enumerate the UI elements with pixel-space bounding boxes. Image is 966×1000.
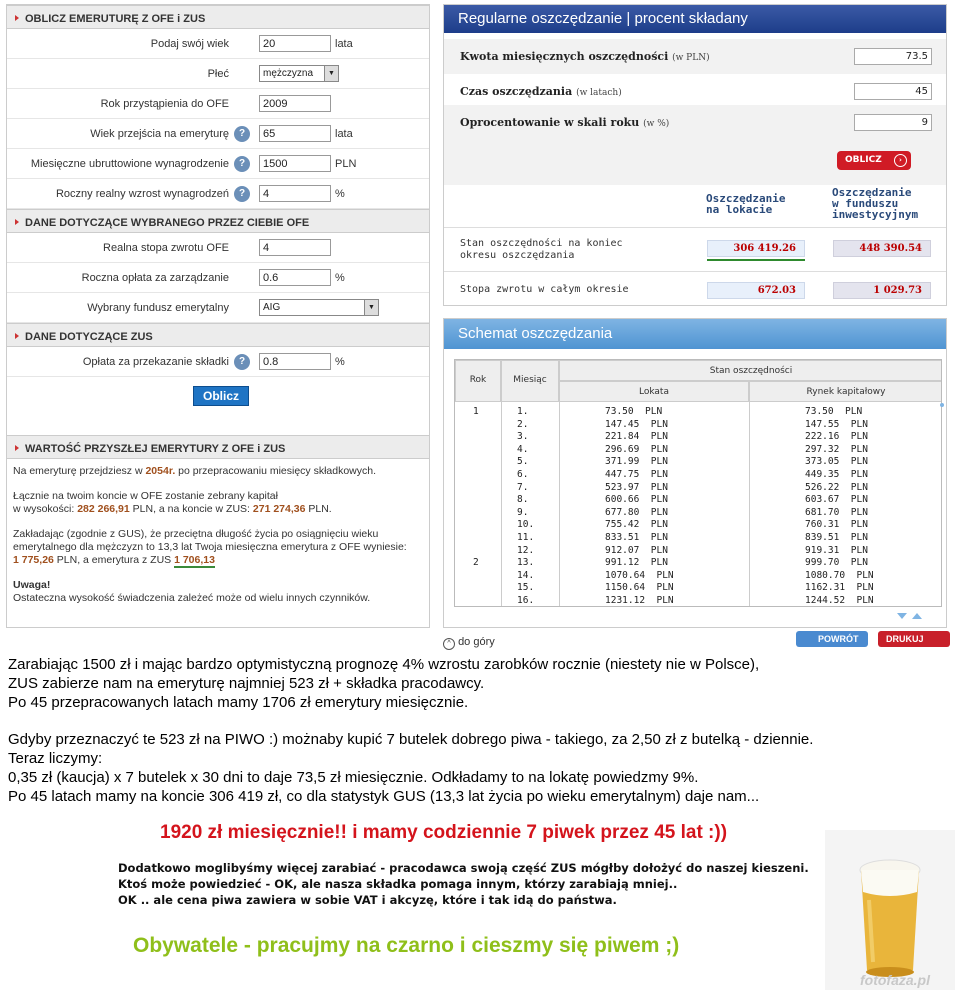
help-icon[interactable]: ? <box>234 156 250 172</box>
form-row <box>7 293 429 323</box>
cell-rynek: 1244.52 PLN <box>805 595 874 606</box>
divider <box>559 402 560 607</box>
scrollbar-thumb[interactable] <box>940 403 944 407</box>
cell-lokata: 371.99 PLN <box>605 456 668 468</box>
uwaga-label: Uwaga! <box>13 579 51 591</box>
cell-lokata: 912.07 PLN <box>605 544 668 556</box>
zus-pension: 1 706,13 <box>174 554 215 566</box>
schedule-table[interactable] <box>454 359 942 607</box>
form-row <box>7 29 429 59</box>
scroll-down-icon[interactable] <box>897 613 907 619</box>
zus-capital: 271 274,36 <box>252 503 306 515</box>
underline <box>707 259 805 261</box>
cell-month: 12. <box>517 544 535 556</box>
drukuj-button[interactable]: DRUKUJ <box>878 631 950 647</box>
paragraph-line-2: ZUS zabierze nam na emeryturę najmniej 523 zł + składka pracodawcy. <box>8 675 485 692</box>
divider <box>749 402 750 607</box>
interest-row <box>444 105 946 143</box>
cell-lokata: 755.42 PLN <box>605 519 668 531</box>
cell-month: 6. <box>517 469 529 480</box>
balance-fundusz: 448 390.54 <box>833 240 931 257</box>
help-icon[interactable]: ? <box>234 126 250 142</box>
cell-month: 4. <box>517 443 529 455</box>
form-rows-ofe <box>7 233 429 323</box>
cell-lokata: 1150.64 PLN <box>605 582 674 594</box>
retirement-year: 2054r. <box>145 465 176 477</box>
savings-calculator-panel <box>443 4 947 306</box>
cell-month: 15. <box>517 582 535 594</box>
result-row-return <box>444 271 946 305</box>
header-lokata: Lokata <box>559 381 749 402</box>
form-row <box>7 179 429 209</box>
field-label: Miesięczne ubruttowione wynagrodzenie <box>30 158 229 170</box>
field-label: Wybrany fundusz emerytalny <box>87 302 229 314</box>
balance-lokata: 306 419.26 <box>707 240 805 257</box>
help-icon[interactable]: ? <box>234 354 250 370</box>
arrow-right-icon: › <box>894 154 907 167</box>
cell-rynek: 603.67 PLN <box>805 494 868 506</box>
cell-rynek: 681.70 PLN <box>805 506 868 518</box>
duration-input[interactable]: 45 <box>854 83 932 100</box>
section-header-ofe: DANE DOTYCZĄCE WYBRANEGO PRZEZ CIEBIE OFE <box>7 209 429 233</box>
schedule-title: Schemat oszczędzania <box>444 319 946 349</box>
powrot-button[interactable]: POWRÓT <box>796 631 868 647</box>
form-row <box>7 233 429 263</box>
text-part: emerytalnego dla mężczyzn to 13,3 lat Twoja miesięczna emerytura z OFE wyniesie: <box>13 541 407 553</box>
text-part: Zakładając (zgodnie z GUS), że przeciętna długość życia po osiągnięciu wieku <box>13 528 379 540</box>
form-rows-main <box>7 29 429 209</box>
duration-label <box>460 85 622 98</box>
cell-rynek: 373.05 PLN <box>805 456 868 468</box>
col-header-fundusz: Oszczędzanie w funduszu inwestycyjnym <box>832 186 919 221</box>
label-text: Kwota miesięcznych oszczędności <box>460 50 669 63</box>
header-rynek: Rynek kapitałowy <box>749 381 942 402</box>
select-value: mężczyzna <box>263 68 314 79</box>
select-field[interactable] <box>259 299 379 316</box>
cell-lokata: 523.97 PLN <box>605 481 668 493</box>
cell-month: 16. <box>517 595 535 606</box>
monthly-amount-input[interactable]: 73.5 <box>854 48 932 65</box>
return-label: Stopa zwrotu w całym okresie <box>460 284 629 295</box>
input-field[interactable]: 1500 <box>259 155 331 172</box>
field-label: Roczny realny wzrost wynagrodzeń <box>55 188 229 200</box>
text-part: PLN, a na koncie w ZUS: <box>129 503 253 515</box>
scroll-up-icon[interactable] <box>912 613 922 619</box>
cell-lokata: 447.75 PLN <box>605 469 668 480</box>
cell-rynek: 147.55 PLN <box>805 418 868 430</box>
cell-lokata: 991.12 PLN <box>605 557 668 569</box>
oblicz-button[interactable]: Oblicz <box>193 386 249 406</box>
field-label: Podaj swój wiek <box>150 38 229 50</box>
cell-rynek: 73.50 PLN <box>805 406 863 417</box>
form-row <box>7 59 429 89</box>
select-field[interactable] <box>259 65 339 82</box>
cell-lokata: 677.80 PLN <box>605 506 668 518</box>
ofe-zus-calculator-panel <box>6 4 430 628</box>
note-line-3: OK .. ale cena piwa zawiera w sobie VAT i akcyzę, które i tak idą do państwa. <box>118 893 617 907</box>
label-unit: (w latach) <box>576 88 622 98</box>
paragraph-line-4: Gdyby przeznaczyć te 523 zł na PIWO :) możnaby kupić 7 butelek dobrego piwa - takiego, za 2,50 zł z butelką - dziennie. <box>8 731 814 748</box>
unit-label: PLN <box>335 158 357 170</box>
paragraph-line-7: Po 45 latach mamy na koncie 306 419 zł, co dla statystyk GUS (13,3 lat życia po wieku emerytalnym) daje nam... <box>8 788 760 805</box>
monthly-amount-label <box>460 50 710 63</box>
oblicz-label: OBLICZ <box>845 155 882 165</box>
cell-lokata: 833.51 PLN <box>605 532 668 543</box>
cell-rynek: 760.31 PLN <box>805 519 868 531</box>
field-label: Rok przystąpienia do OFE <box>100 98 229 110</box>
cell-month: 1. <box>517 406 529 417</box>
cell-lokata: 296.69 PLN <box>605 443 668 455</box>
cell-month: 3. <box>517 431 529 443</box>
form-row <box>7 263 429 293</box>
unit-label: % <box>335 272 345 284</box>
header-rok: Rok <box>455 360 501 402</box>
text-part: Łącznie na twoim koncie w OFE zostanie zebrany kapitał <box>13 490 278 502</box>
cell-month: 10. <box>517 519 535 531</box>
cell-month: 9. <box>517 506 529 518</box>
cell-month: 11. <box>517 532 535 543</box>
cell-rynek: 999.70 PLN <box>805 557 868 569</box>
cell-month: 14. <box>517 569 535 581</box>
retirement-year-text <box>7 465 429 478</box>
text-part: PLN. <box>305 503 332 515</box>
header-miesiac: Miesiąc <box>501 360 559 402</box>
uwaga-text: Ostateczna wysokość świadczenia zależeć może od wielu innych czynników. <box>13 592 371 604</box>
label-text: Czas oszczędzania <box>460 85 573 98</box>
form-rows-zus <box>7 347 429 377</box>
cell-rynek: 1162.31 PLN <box>805 582 874 594</box>
cell-year: 1 <box>473 406 479 417</box>
label-unit: (w %) <box>643 119 670 129</box>
interest-label <box>460 116 669 129</box>
input-field[interactable]: 4 <box>259 239 331 256</box>
section-header-oblicz: OBLICZ EMERUTURĘ Z OFE i ZUS <box>7 5 429 29</box>
chevron-down-icon: ▼ <box>364 300 378 315</box>
interest-input[interactable]: 9 <box>854 114 932 131</box>
input-field[interactable]: 2009 <box>259 95 331 112</box>
note-line-2: Ktoś może powiedzieć - OK, ale nasza składka pomaga innym, którzy zarabiają mniej.. <box>118 877 678 891</box>
input-field[interactable]: 20 <box>259 35 331 52</box>
back-to-top-label: do góry <box>458 636 495 648</box>
cell-lokata: 1231.12 PLN <box>605 595 674 606</box>
input-field[interactable]: 65 <box>259 125 331 142</box>
paragraph-line-6: 0,35 zł (kaucja) x 7 butelek x 30 dni to daje 73,5 zł miesięcznie. Odkładamy to na lokatę powiedzmy 9%. <box>8 769 699 786</box>
field-label: Opłata za przekazanie składki <box>82 356 229 368</box>
field-label: Realna stopa zwrotu OFE <box>103 242 229 254</box>
pension-text <box>7 528 429 567</box>
cell-month: 5. <box>517 456 529 468</box>
ofe-capital: 282 266,91 <box>77 503 130 515</box>
cell-year: 2 <box>473 557 479 569</box>
cell-month: 13. <box>517 557 535 569</box>
divider <box>501 402 502 607</box>
return-fundusz: 1 029.73 <box>833 282 931 299</box>
monthly-amount-row <box>444 39 946 74</box>
oblicz-red-button[interactable] <box>837 151 911 170</box>
paragraph-line-3: Po 45 przepracowanych latach mamy 1706 zł emerytury miesięcznie. <box>8 694 469 711</box>
cell-lokata: 147.45 PLN <box>605 418 668 430</box>
col-header-lokata: Oszczędzanie na lokacie <box>706 192 786 216</box>
input-field[interactable]: 0.6 <box>259 269 331 286</box>
cell-month: 7. <box>517 481 529 493</box>
watermark: fotofaza.pl <box>860 972 930 988</box>
paragraph-line-5: Teraz liczymy: <box>8 750 103 767</box>
note-line-1: Dodatkowo moglibyśmy więcej zarabiać - pracodawca swoją część ZUS mógłby dołożyć do naszej kieszeni. <box>118 861 809 875</box>
result-section <box>7 435 429 605</box>
text-part: w wysokości: <box>13 503 78 515</box>
cell-rynek: 839.51 PLN <box>805 532 868 543</box>
cell-rynek: 222.16 PLN <box>805 431 868 443</box>
section-header-zus: DANE DOTYCZĄCE ZUS <box>7 323 429 347</box>
headline-red: 1920 zł miesięcznie!! i mamy codziennie 7 piwek przez 45 lat :)) <box>160 822 728 843</box>
form-row <box>7 119 429 149</box>
text-part: PLN, a emerytura z ZUS <box>53 554 175 566</box>
cell-rynek: 919.31 PLN <box>805 544 868 556</box>
back-to-top-link[interactable] <box>443 636 495 650</box>
unit-label: % <box>335 188 345 200</box>
form-row <box>7 347 429 377</box>
paragraph-line-1: Zarabiając 1500 zł i mając bardzo optymistyczną prognozę 4% wzrostu zarobków rocznie (niestety nie w Polsce), <box>8 656 760 673</box>
ofe-pension: 1 775,26 <box>13 554 54 566</box>
unit-label: lata <box>335 38 353 50</box>
form-row <box>7 89 429 119</box>
section-header-result: WARTOŚĆ PRZYSZŁEJ EMERYTURY Z OFE i ZUS <box>7 435 429 459</box>
cell-rynek: 526.22 PLN <box>805 481 868 493</box>
duration-row <box>444 74 946 109</box>
field-label: Płeć <box>207 68 229 80</box>
cell-month: 8. <box>517 494 529 506</box>
header-stan: Stan oszczędności <box>559 360 942 381</box>
cell-lokata: 221.84 PLN <box>605 431 668 443</box>
beer-glass-image <box>825 830 955 990</box>
result-row-balance <box>444 227 946 271</box>
return-lokata: 672.03 <box>707 282 805 299</box>
cell-lokata: 600.66 PLN <box>605 494 668 506</box>
text-part: Na emeryturę przejdziesz w <box>13 465 146 477</box>
select-value: AIG <box>263 302 281 313</box>
label-text: Oprocentowanie w skali roku <box>460 116 640 129</box>
unit-label: % <box>335 356 345 368</box>
field-label: Roczna opłata za zarządzanie <box>81 272 229 284</box>
capital-text <box>7 490 429 516</box>
input-field[interactable]: 4 <box>259 185 331 202</box>
input-field[interactable]: 0.8 <box>259 353 331 370</box>
unit-label: lata <box>335 128 353 140</box>
field-label: Wiek przejścia na emeryturę <box>90 128 229 140</box>
cell-lokata: 73.50 PLN <box>605 406 663 417</box>
cell-rynek: 1080.70 PLN <box>805 569 874 581</box>
headline-green: Obywatele - pracujmy na czarno i cieszmy się piwem ;) <box>133 934 680 957</box>
cell-month: 2. <box>517 418 529 430</box>
cell-rynek: 297.32 PLN <box>805 443 868 455</box>
cell-lokata: 1070.64 PLN <box>605 569 674 581</box>
chevron-down-icon: ▼ <box>324 66 338 81</box>
savings-calculator-title: Regularne oszczędzanie | procent składany <box>444 5 946 33</box>
form-row <box>7 149 429 179</box>
label-unit: (w PLN) <box>672 53 710 63</box>
text-part: po przepracowaniu miesięcy składkowych. <box>175 465 377 477</box>
balance-label: Stan oszczędności na koniec okresu oszczędzania <box>460 238 623 261</box>
arrow-up-icon: ^ <box>443 638 455 650</box>
help-icon[interactable]: ? <box>234 186 250 202</box>
cell-rynek: 449.35 PLN <box>805 469 868 480</box>
